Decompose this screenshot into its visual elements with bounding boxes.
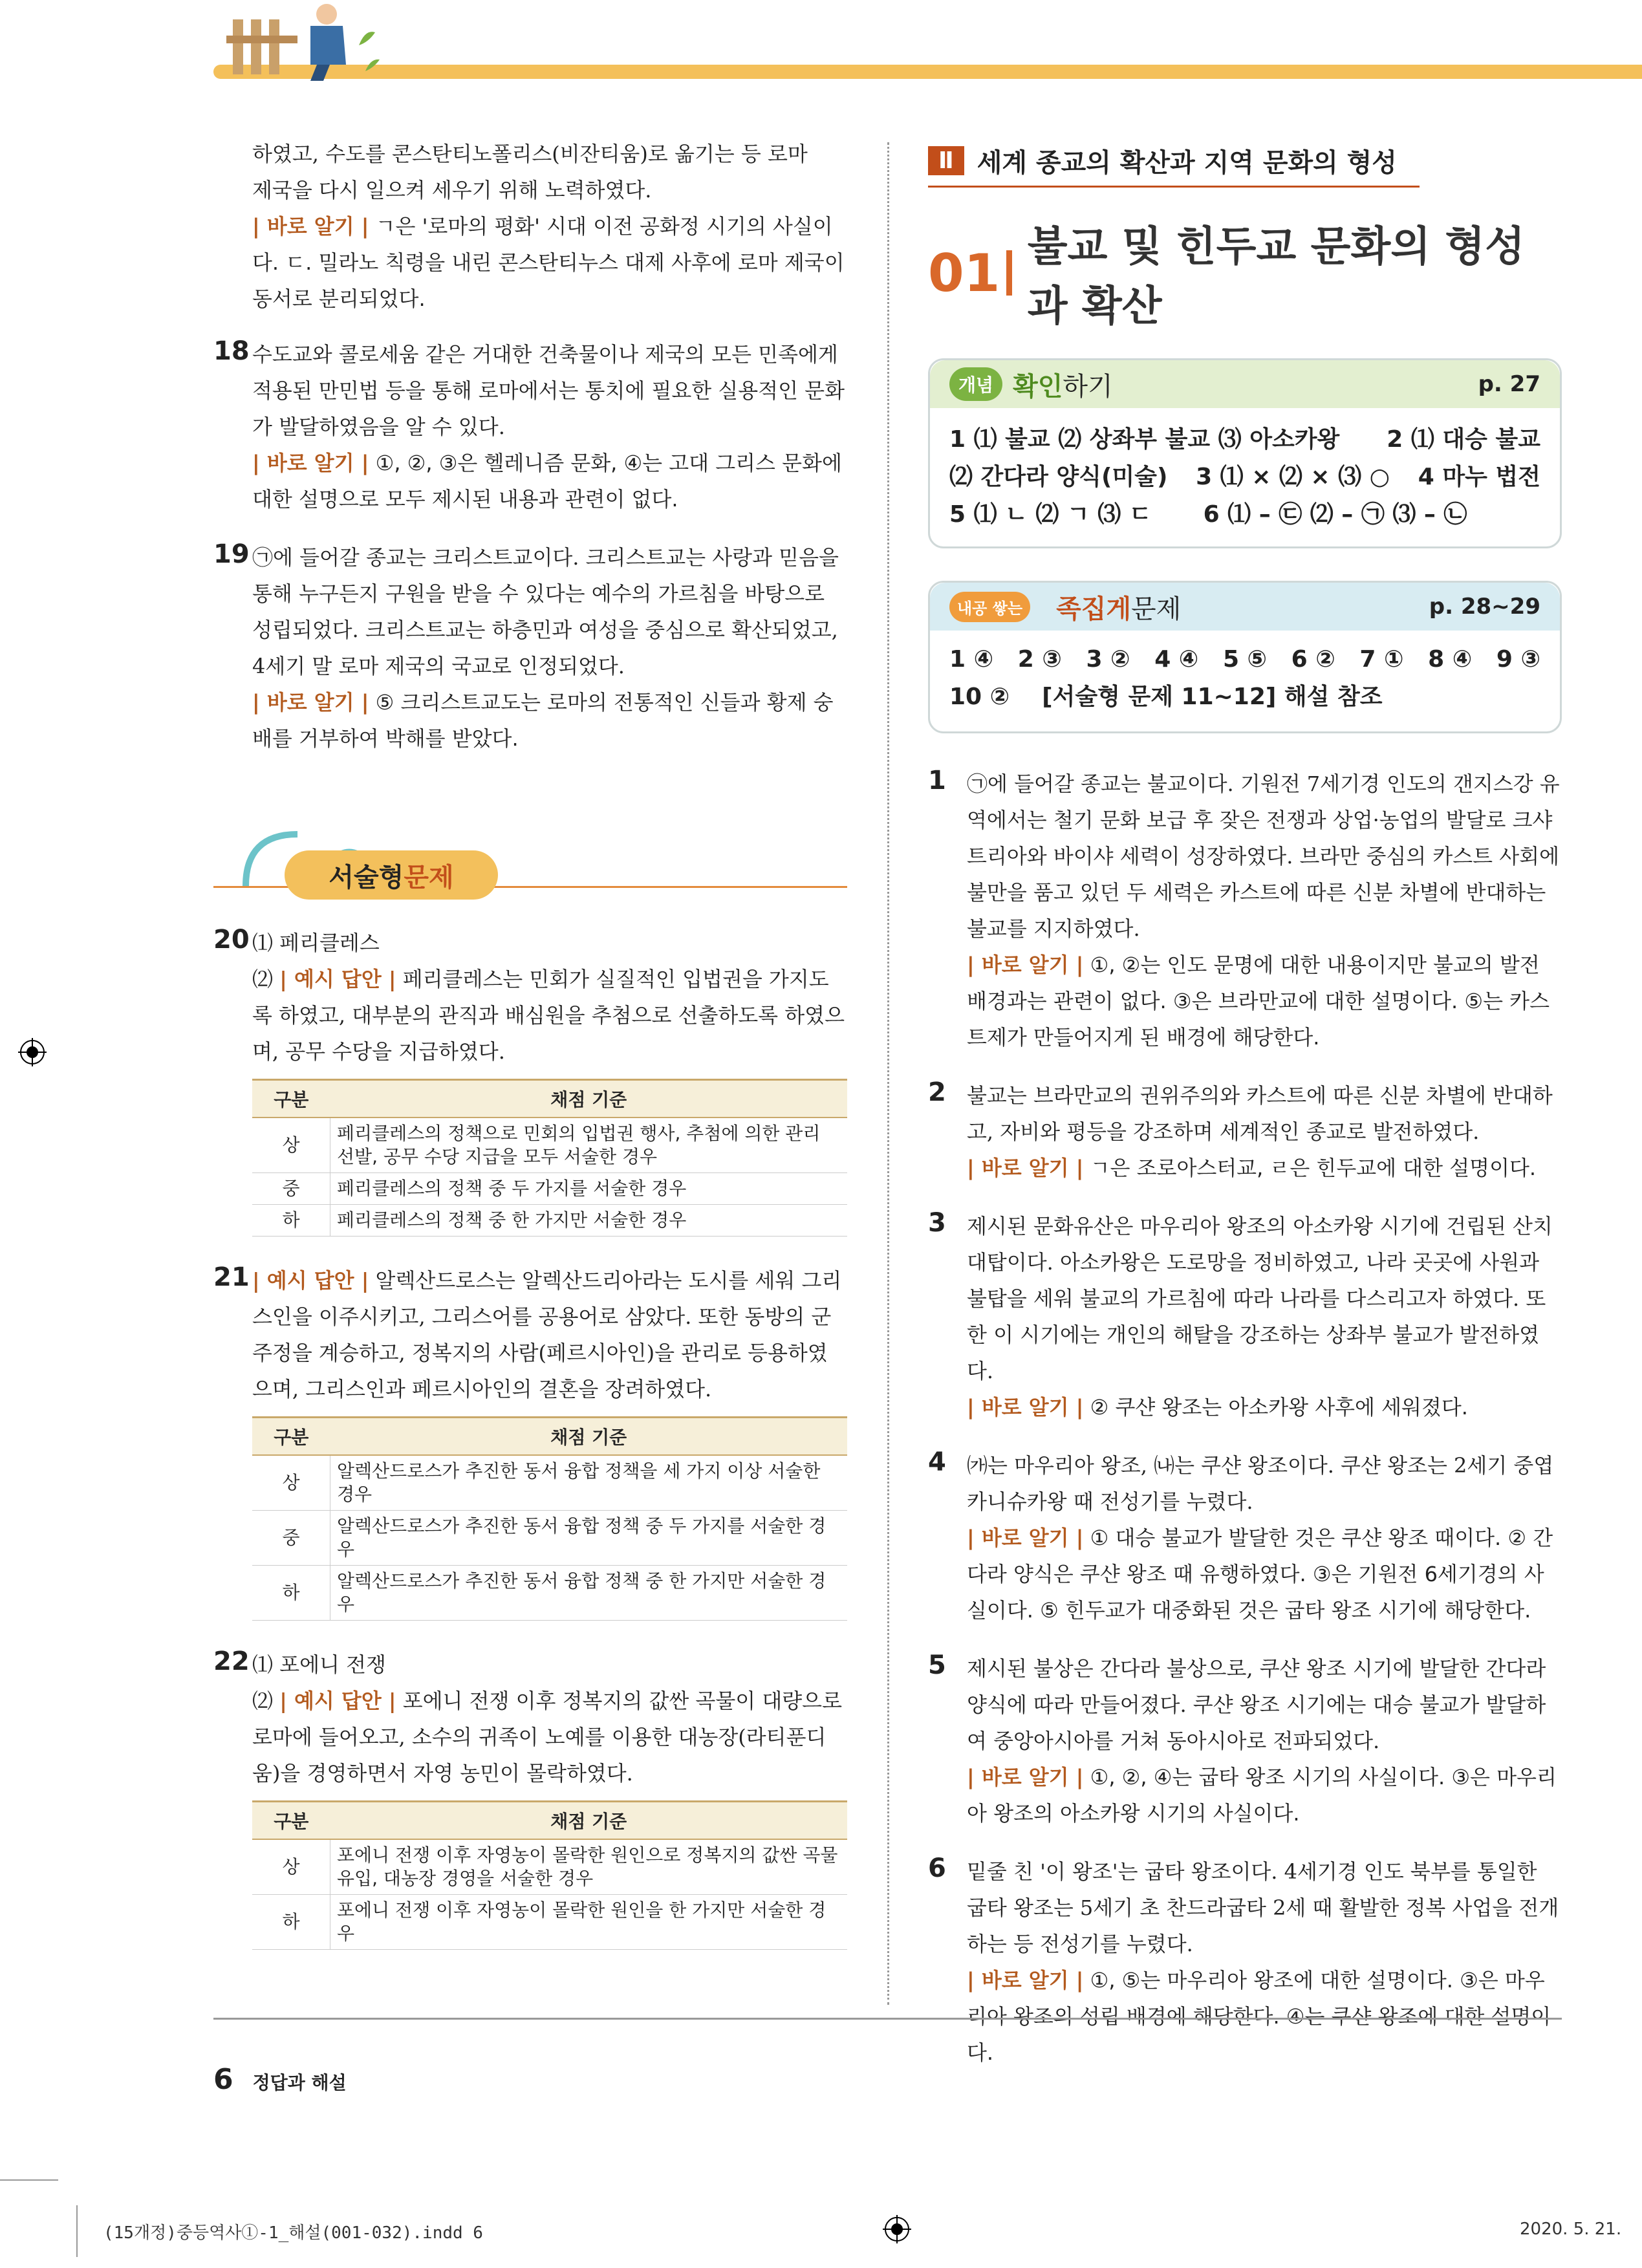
section-title <box>285 850 498 900</box>
quick-check-label: | 바로 알기 | <box>967 1526 1084 1550</box>
answer-row <box>949 496 1540 534</box>
table-row <box>252 1895 847 1950</box>
concept-check-box <box>928 358 1562 548</box>
item-number: 19 <box>213 539 250 569</box>
answer-text: 6 ② <box>1291 646 1335 673</box>
item-text: 밑줄 친 '이 왕조'는 굽타 왕조이다. 4세기경 인도 북부를 통일한 굽타 왕조는 5세기 초 찬드라굽타 2세 때 활발한 정복 사업을 전개하는 등 전성기를 누렸다. <box>967 1859 1559 1956</box>
chapter-number: 01 <box>928 243 1000 303</box>
grade-cell: 하 <box>252 1895 330 1950</box>
item-part2-prefix: ⑵ <box>252 967 280 991</box>
quick-check-label: | 바로 알기 | <box>967 1968 1084 1993</box>
table-header-criteria: 채점 기준 <box>330 1802 848 1840</box>
scoring-table <box>252 1079 847 1237</box>
answer-text: 3 ② <box>1086 646 1130 673</box>
item-number: 4 <box>928 1447 946 1477</box>
answer-row <box>949 641 1540 678</box>
bottom-rule <box>213 2018 1562 2020</box>
crop-mark <box>76 2205 78 2257</box>
answer-item-19 <box>213 539 847 757</box>
sample-answer-label: | 예시 답안 | <box>252 1268 369 1293</box>
criteria-cell: 알렉산드로스가 추진한 동서 융합 정책 중 두 가지를 서술한 경우 <box>330 1511 848 1566</box>
answer-text: 4 마누 법전 <box>1418 464 1540 490</box>
item-number: 20 <box>213 925 250 955</box>
page-footer <box>213 2063 347 2096</box>
essay-section-header <box>213 821 847 899</box>
item-part1: ⑴ 포에니 전쟁 <box>252 1652 386 1677</box>
answer-text: 8 ④ <box>1428 646 1473 673</box>
grade-cell: 중 <box>252 1173 330 1205</box>
crop-mark <box>0 2179 58 2181</box>
item-text: 제시된 문화유산은 마우리아 왕조의 아소카왕 시기에 건립된 산치 대탑이다. 아소카왕은 도로망을 정비하였고, 나라 곳곳에 사원과 불탑을 세워 불교의 가르침에 따라 나라를 다스리고자 하였다. 또한 이 시기에는 개인의 해탈을 강조하는 상좌부 불교가 발전하였다. <box>967 1214 1553 1383</box>
answer-text: 5 ⑴ ㄴ ⑵ ㄱ ⑶ ㄷ <box>949 501 1152 528</box>
focus-badge: 내공 쌓는 <box>949 592 1030 622</box>
quick-check-label: | 바로 알기 | <box>967 1395 1084 1420</box>
criteria-cell: 페리클레스의 정책으로 민회의 입법권 행사, 추첨에 의한 관리 선발, 공무 수당 지급을 모두 서술한 경우 <box>330 1118 848 1173</box>
section-title-sub: 문제 <box>404 862 454 892</box>
focus-problems-header <box>930 583 1560 631</box>
registration-mark-icon <box>18 1038 47 1066</box>
table-header-grade: 구분 <box>252 1418 330 1456</box>
item-number: 5 <box>928 1650 946 1680</box>
answer-item-21 <box>213 1262 847 1621</box>
grade-cell: 상 <box>252 1118 330 1173</box>
answer-text: 2 ⑴ 대승 불교 <box>1387 426 1540 453</box>
page-label: 정답과 해설 <box>252 2072 347 2093</box>
answer-item-22 <box>213 1647 847 1950</box>
scoring-table <box>252 1800 847 1950</box>
chapter-header <box>928 213 1562 332</box>
sample-answer-text: 알렉산드로스는 알렉산드리아라는 도시를 세워 그리스인을 이주시키고, 그리스어를 공용어로 삼았다. 또한 동방의 군주정을 계승하고, 정복지의 사람(페르시아인)을 관리로 등용하였으며, 그리스인과 페르시아인의 결혼을 장려하였다. <box>252 1268 842 1401</box>
item-text: 불교는 브라만교의 권위주의와 카스트에 따른 신분 차별에 반대하고, 자비와 평등을 강조하며 세계적인 종교로 발전하였다. <box>967 1083 1553 1144</box>
answer-item-2 <box>928 1077 1562 1186</box>
concept-title-sub: 하기 <box>1063 371 1113 402</box>
quick-check-label: | 바로 알기 | <box>252 451 369 475</box>
table-row <box>252 1205 847 1237</box>
answer-row <box>949 678 1540 716</box>
criteria-cell: 페리클레스의 정책 중 한 가지만 서술한 경우 <box>330 1205 848 1237</box>
answer-text: 5 ⑤ <box>1222 646 1267 673</box>
answer-item-5 <box>928 1650 1562 1831</box>
top-banner-bar <box>213 65 1642 79</box>
quick-check-text: ① 대승 불교가 발달한 것은 쿠샨 왕조 때이다. ② 간다라 양식은 쿠샨 왕조 때 유행하였다. ③은 기원전 6세기경의 사실이다. ⑤ 힌두교가 대중화된 것은 굽타 왕조 시기에 해당한다. <box>967 1526 1553 1623</box>
table-row <box>252 1173 847 1205</box>
sample-answer-text: 페리클레스는 민회가 실질적인 입법권을 가지도록 하였고, 대부분의 관직과 배심원을 추첨으로 선출하도록 하였으며, 공무 수당을 지급하였다. <box>252 967 845 1064</box>
item-text: ㈎는 마우리아 왕조, ㈏는 쿠샨 왕조이다. 쿠샨 왕조는 2세기 중엽 카니슈카왕 때 전성기를 누렸다. <box>967 1453 1554 1514</box>
page-ref: p. 27 <box>1478 371 1540 397</box>
grade-cell: 중 <box>252 1511 330 1566</box>
section-title-main: 서술형 <box>329 862 404 892</box>
quick-check-text: ①, ②, ③은 헬레니즘 문화, ④는 고대 그리스 문화에 대한 설명으로 모두 제시된 내용과 관련이 없다. <box>252 451 842 512</box>
grade-cell: 상 <box>252 1839 330 1895</box>
grade-cell: 상 <box>252 1455 330 1511</box>
item-number: 1 <box>928 766 946 795</box>
item-number: 18 <box>213 336 250 366</box>
answer-text: 2 ③ <box>1017 646 1062 673</box>
concept-badge: 개념 <box>949 367 1002 401</box>
print-date: 2020. 5. 21. <box>1520 2219 1622 2239</box>
criteria-cell: 알렉산드로스가 추진한 동서 융합 정책 중 한 가지만 서술한 경우 <box>330 1566 848 1621</box>
grade-cell: 하 <box>252 1566 330 1621</box>
sample-answer-label: | 예시 답안 | <box>279 967 396 991</box>
item-number: 2 <box>928 1077 946 1107</box>
table-header-grade: 구분 <box>252 1802 330 1840</box>
item-text: ㉠에 들어갈 종교는 불교이다. 기원전 7세기경 인도의 갠지스강 유역에서는 철기 문화 보급 후 잦은 전쟁과 상업·농업의 발달로 크샤트리아와 바이샤 세력이 성장하였다. 브라만 중심의 카스트 사회에 불만을 품고 있던 두 세력은 카스트에 따른 신분 차별에 반대하는 불교를 지지하였다. <box>967 772 1560 941</box>
answer-item-4 <box>928 1447 1562 1628</box>
answer-text: 1 ⑴ 불교 ⑵ 상좌부 불교 ⑶ 아소카왕 <box>949 426 1340 453</box>
chapter-title: 불교 및 힌두교 문화의 형성과 확산 <box>1027 223 1525 330</box>
table-row <box>252 1839 847 1895</box>
quick-check-text: ①, ②는 인도 문명에 대한 내용이지만 불교의 발전 배경과는 관련이 없다. ③은 브라만교에 대한 설명이다. ⑤는 카스트제가 만들어지게 된 배경에 해당한다. <box>967 953 1550 1050</box>
quick-check-text: ㄱ은 '로마의 평화' 시대 이전 공화정 시기의 사실이다. ㄷ. 밀라노 칙령을 내린 콘스탄티누스 대제 사후에 로마 제국이 동서로 분리되었다. <box>252 214 845 311</box>
criteria-cell: 포에니 전쟁 이후 자영농이 몰락한 원인을 한 가지만 서술한 경우 <box>330 1895 848 1950</box>
answer-item-18 <box>213 336 847 517</box>
answer-row <box>949 421 1540 459</box>
item-text: ㉠에 들어갈 종교는 크리스트교이다. 크리스트교는 사랑과 믿음을 통해 누구든지 구원을 받을 수 있다는 예수의 가르침을 바탕으로 성립되었다. 크리스트교는 하층민과 여성을 중심으로 확산되었고, 4세기 말 로마 제국의 국교로 인정되었다. <box>252 545 839 678</box>
quick-check-text: ㄱ은 조로아스터교, ㄹ은 힌두교에 대한 설명이다. <box>1083 1156 1537 1180</box>
scoring-table <box>252 1416 847 1621</box>
table-row <box>252 1455 847 1511</box>
focus-title-main: 족집게 <box>1056 594 1132 624</box>
answer-item-6 <box>928 1853 1562 2071</box>
answer-row <box>949 459 1540 496</box>
left-column <box>213 136 847 1976</box>
quick-check-text: ② 쿠샨 왕조는 아소카왕 사후에 세워졌다. <box>1083 1395 1468 1420</box>
table-header-grade: 구분 <box>252 1080 330 1118</box>
print-file-info: (15개정)중등역사①-1_해설(001-032).indd 6 <box>103 2223 483 2243</box>
sample-answer-label: | 예시 답안 | <box>279 1689 396 1713</box>
quick-check-text: ①, ⑤는 마우리아 왕조에 대한 설명이다. ③은 마우리아 왕조의 성립 배경에 해당한다. ④는 쿠샨 왕조에 대한 설명이다. <box>967 1968 1551 2065</box>
answer-text: 4 ④ <box>1154 646 1199 673</box>
item-text: 수도교와 콜로세움 같은 거대한 건축물이나 제국의 모든 민족에게 적용된 만민법 등을 통해 로마에서는 통치에 필요한 실용적인 문화가 발달하였음을 알 수 있다. <box>252 342 845 439</box>
focus-title-sub: 문제 <box>1131 594 1182 624</box>
grade-cell: 하 <box>252 1205 330 1237</box>
quick-check-label: | 바로 알기 | <box>252 690 369 715</box>
unit-badge: Ⅱ <box>928 146 964 175</box>
quick-check-label: | 바로 알기 | <box>967 1156 1084 1180</box>
item-number: 21 <box>213 1262 250 1292</box>
column-divider <box>887 142 889 2005</box>
answer-text: 6 ⑴ – ㉢ ⑵ – ㉠ ⑶ – ㉡ <box>1203 501 1467 528</box>
table-header-criteria: 채점 기준 <box>330 1418 848 1456</box>
chapter-bar <box>1006 250 1011 296</box>
page-number: 6 <box>213 2063 233 2096</box>
answer-text: [서술형 문제 11~12] 해설 참조 <box>1042 684 1383 710</box>
right-column <box>928 142 1562 2093</box>
answer-item-3 <box>928 1208 1562 1425</box>
table-row <box>252 1511 847 1566</box>
answer-text: 7 ① <box>1359 646 1404 673</box>
criteria-cell: 페리클레스의 정책 중 두 가지를 서술한 경우 <box>330 1173 848 1205</box>
unit-title: 세계 종교의 확산과 지역 문화의 형성 <box>977 148 1397 178</box>
table-row <box>252 1566 847 1621</box>
quick-check-text: ⑤ 크리스트교도는 로마의 전통적인 신들과 황제 숭배를 거부하여 박해를 받았다. <box>252 690 834 751</box>
quick-check-label: | 바로 알기 | <box>967 953 1084 977</box>
criteria-cell: 알렉산드로스가 추진한 동서 융합 정책을 세 가지 이상 서술한 경우 <box>330 1455 848 1511</box>
item-part2-prefix: ⑵ <box>252 1689 280 1713</box>
item-number: 22 <box>213 1647 250 1676</box>
table-header-criteria: 채점 기준 <box>330 1080 848 1118</box>
focus-problems-box <box>928 581 1562 733</box>
intro-line: 하였고, 수도를 콘스탄티노폴리스(비잔티움)로 옮기는 등 로마 <box>252 142 808 166</box>
answer-item-1 <box>928 766 1562 1055</box>
answer-item-20 <box>213 925 847 1237</box>
item-number: 6 <box>928 1853 946 1883</box>
intro-line: 제국을 다시 일으켜 세우기 위해 노력하였다. <box>252 178 652 202</box>
concept-check-header <box>930 360 1560 408</box>
gardener-illustration <box>220 0 388 84</box>
explanations-list <box>928 766 1562 2071</box>
registration-mark-icon <box>883 2215 911 2243</box>
answer-text: 1 ④ <box>949 646 994 673</box>
answer-text: 3 ⑴ × ⑵ × ⑶ ○ <box>1196 464 1390 490</box>
criteria-cell: 포에니 전쟁 이후 자영농이 몰락한 원인으로 정복지의 값싼 곡물 유입, 대농장 경영을 서술한 경우 <box>330 1839 848 1895</box>
item-part1: ⑴ 페리클레스 <box>252 931 380 955</box>
answer-text: 10 ② <box>949 684 1010 710</box>
quick-check-text: ①, ②, ④는 굽타 왕조 시기의 사실이다. ③은 마우리아 왕조의 아소카왕 시기의 사실이다. <box>967 1765 1557 1826</box>
quick-check-label: | 바로 알기 | <box>252 214 369 239</box>
quick-check-label: | 바로 알기 | <box>967 1765 1084 1789</box>
unit-header <box>928 142 1420 188</box>
table-row <box>252 1118 847 1173</box>
sample-answer-text: 포에니 전쟁 이후 정복지의 값싼 곡물이 대량으로 로마에 들어오고, 소수의 귀족이 노예를 이용한 대농장(라티푼디움)을 경영하면서 자영 농민이 몰락하였다. <box>252 1689 842 1786</box>
concept-title-main: 확인 <box>1013 371 1063 402</box>
item-text: 제시된 불상은 간다라 불상으로, 쿠샨 왕조 시기에 발달한 간다라 양식에 따라 만들어졌다. 쿠샨 왕조 시기에는 대승 불교가 발달하여 중앙아시아를 거쳐 동아시아로 전파되었다. <box>967 1656 1546 1753</box>
page-ref: p. 28~29 <box>1429 594 1540 620</box>
item-number: 3 <box>928 1208 946 1238</box>
answer-text: ⑵ 간다라 양식(미술) <box>949 464 1168 490</box>
answer-text: 9 ③ <box>1496 646 1540 673</box>
